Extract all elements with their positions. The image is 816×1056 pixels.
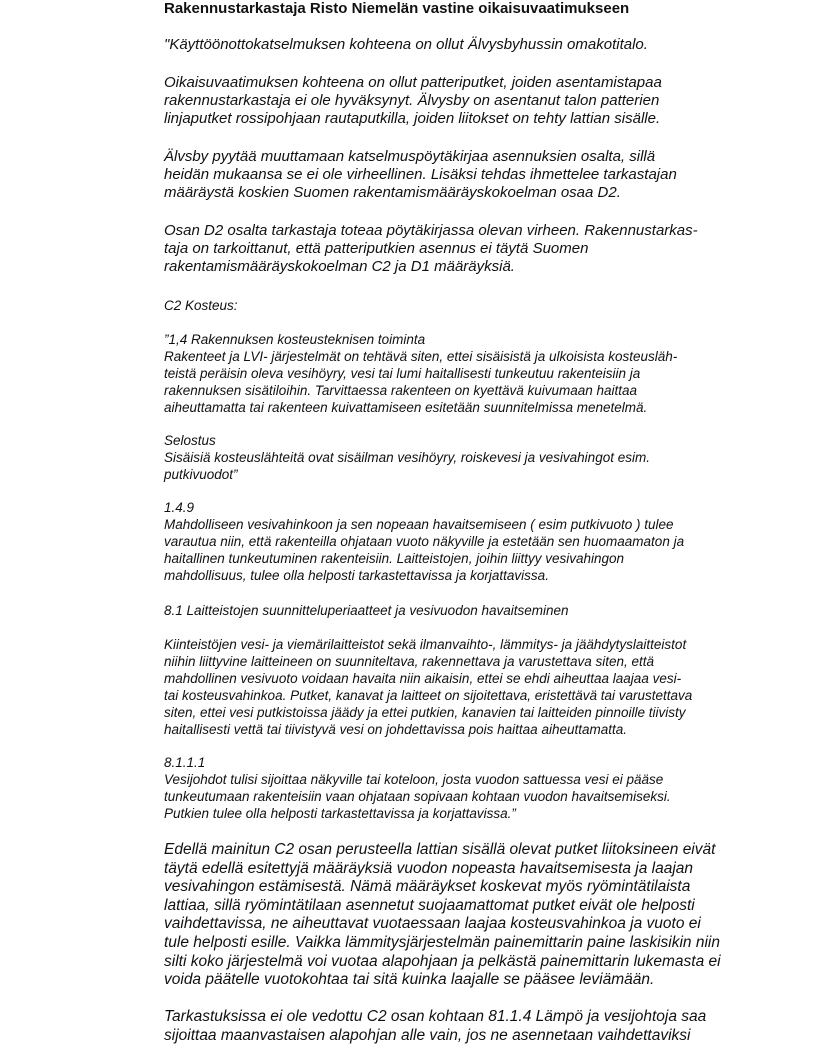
document-title: Rakennustarkastaja Risto Niemelän vastine oikaisuvaatimukseen	[164, 0, 630, 17]
quote-selostus: Selostus Sisäisiä kosteuslähteitä ovat sisäilman vesihöyry, roiskevesi ja vesivahingot esim. putkivuodot”	[164, 433, 650, 482]
quote-8-1-heading: 8.1 Laitteistojen suunnitteluperiaatteet ja vesivuodon havaitseminen	[164, 603, 569, 618]
quote-8-1-1-1: 8.1.1.1 Vesijohdot tulisi sijoittaa näkyville tai koteloon, josta vuodon sattuessa vesi ei pääse tunkeutumaan rakenteisiin vaan ohjataan sopivaan kohtaan vuodon havaitsemiseksi. Putkien tulee olla helposti tarkastettavissa ja korjattavissa.”	[164, 755, 671, 821]
paragraph-request: Älvsby pyytää muuttamaan katselmuspöytäkirjaa asennuksien osalta, sillä heidän mukaansa se ei ole virheellinen. Lisäksi tehdas ihmettelee tarkastajan määräystä koskien Suomen rakentamismääräyskokoelman osaa D2.	[164, 148, 677, 201]
quote-8-1: Kiinteistöjen vesi- ja viemärilaitteistot sekä ilmanvaihto-, lämmitys- ja jäähdytyslaitteistot niihin liittyvine laitteineen on suunniteltava, rakennettava ja varustettava siten, että mahdollinen vesivuoto voidaan havaita niin aikaisin, ettei se ehdi aiheuttaa laajaa vesi- tai kosteusvahinkoa. Putket, kanavat ja laitteet on sijoitettava, eristettävä tai varustettava siten, ettei vesi putkistoissa jäädy ja ettei putkien, kanavien tai laitteiden pinnoille tiivisty haitallisesti vettä tai tiivistyvä vesi on johdettavissa pois haittaa aiheuttamatta.	[164, 637, 693, 737]
paragraph-subject: Oikaisuvaatimuksen kohteena on ollut patteriputket, joiden asentamistapaa rakennustarkastaja ei ole hyväksynyt. Älvysby on asentanut talon patterien linjaputket rossipohjaan rautaputkilla, joiden liitokset on tehty lattian sisälle.	[164, 74, 662, 127]
paragraph-intro: "Käyttöönottokatselmuksen kohteena on ollut Älvysbyhussin omakotitalo.	[164, 36, 648, 53]
paragraph-conclusion: Edellä mainitun C2 osan perusteella lattian sisällä olevat putket liitoksineen eivät täytä edellä esitettyjä määräyksiä vuodon nopeasta havaitsemisesta ja laajan vesivahingon estämisestä. Nämä määräykset koskevat myös ryömintätilaista lattiaa, sillä ryömintätilaan asennetut suojaamattomat putket eivät ole helposti vaihdettavissa, ne aiheuttavat vuotaessaan laajaa kosteusvahinkoa ja vuoto ei tule helposti esille. Vaikka lämmitysjärjestelmän painemittarin paine laskisikin niin silti koko järjestelmä voi vuotaa alapohjaan ja pelkästä painemittarin lukemasta ei voida päätelle vuotokohtaa tai sitä kuinka laajalle se pääsee leviämään.	[164, 841, 721, 989]
paragraph-final: Tarkastuksissa ei ole vedottu C2 osan kohtaan 81.1.4 Lämpö ja vesijohtoja saa sijoittaa maanvastaisen alapohjan alle vain, jos ne asennetaan vaihdettaviksi	[164, 1008, 707, 1044]
quote-1-4: ”1,4 Rakennuksen kosteusteknisen toiminta Rakenteet ja LVI- järjestelmät on tehtävä siten, ettei sisäisistä ja ulkoisista kosteusläh- teistä peräisin oleva vesihöyry, vesi tai lumi haitallisesti tunkeutuu rakenteisiin ja rakennuksen sisätiloihin. Tarvittaessa rakenteen on kyettävä kuivumaan haittaa aiheuttamatta tai rakenteen kuivattamiseen esitetään suunnitelmissa menetelmä.	[164, 332, 678, 415]
paragraph-d2: Osan D2 osalta tarkastaja toteaa pöytäkirjassa olevan virheen. Rakennustarkas- taja on tarkoittanut, että patteriputkien asennus ei täytä Suomen rakentamismääräyskokoelman C2 ja D1 määräyksiä.	[164, 222, 698, 275]
quote-1-4-9: 1.4.9 Mahdolliseen vesivahinkoon ja sen nopeaan havaitsemiseen ( esim putkivuoto ) tulee varautua niin, että rakenteilla ohjataan vuoto näkyville ja estetään sen huomaamaton ja haitallinen tunkeutuminen rakenteisiin. Laitteistojen, joihin liittyy vesivahingon mahdollisuus, tulee olla helposti tarkastettavissa ja korjattavissa.	[164, 500, 685, 583]
section-heading-c2: C2 Kosteus:	[164, 298, 238, 313]
